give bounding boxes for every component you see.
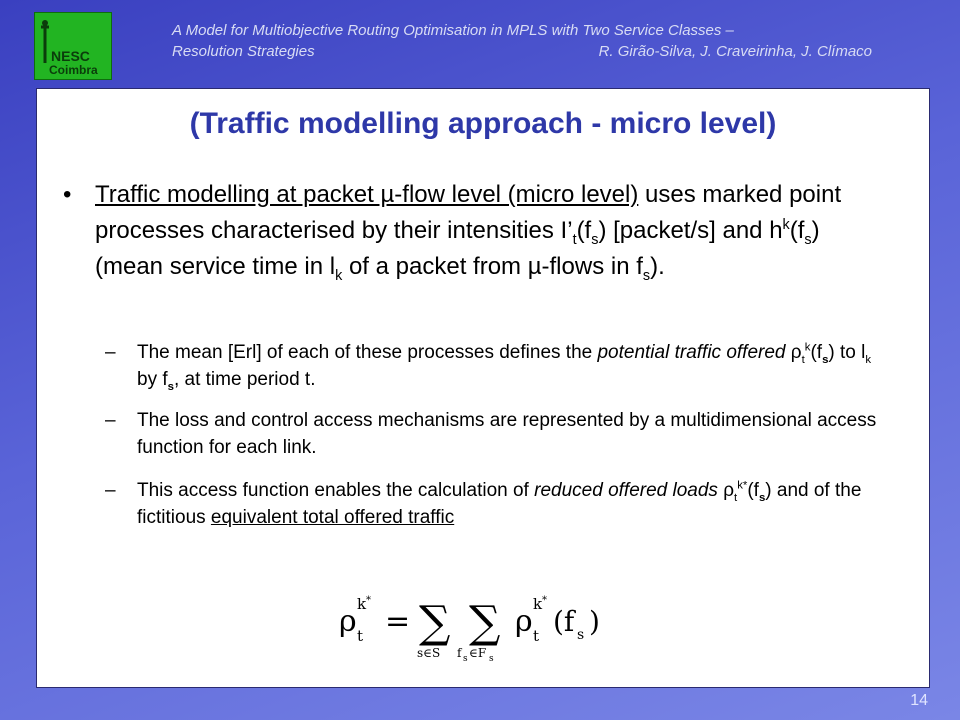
sub1-part-d: by f: [137, 369, 168, 390]
svg-text:s: s: [577, 627, 585, 643]
logo-text-main: NESC: [51, 48, 90, 64]
sub3-part-c: ) and of the fictitious: [137, 480, 862, 528]
dash-icon: –: [105, 410, 116, 431]
svg-text:*: *: [542, 595, 547, 606]
main-bullet: [63, 177, 883, 285]
sub1-italic: potential traffic offered: [597, 342, 786, 363]
svg-text:ρ: ρ: [515, 604, 533, 639]
svg-text:s: s: [463, 654, 468, 664]
svg-text:t: t: [533, 627, 540, 645]
svg-text:=: =: [385, 604, 411, 639]
slide-content-panel: [36, 88, 930, 688]
svg-text:t: t: [357, 627, 364, 645]
svg-text:): ): [589, 605, 600, 638]
sub-bullet-3-text: This access function enables the calculation of reduced offered loads $\rho_t^{k*}(f_s)$ and of the fictitious equivalent total offered traffic: [137, 479, 862, 528]
logo-text-bottom: Coimbra: [49, 63, 98, 77]
svg-text:(f: (f: [553, 605, 575, 638]
main-bullet-part-2: ) [packet/s] and h: [598, 217, 783, 244]
dash-icon: –: [105, 480, 116, 501]
sub-bullet-2-text: The loss and control access mechanisms are represented by a multidimensional access function for each link.: [137, 410, 877, 458]
sub-bullet-3: [105, 477, 895, 531]
svg-text:k: k: [357, 595, 367, 613]
sub3-part-a: This access function enables the calculation of: [137, 480, 535, 501]
svg-text:∑: ∑: [419, 597, 451, 648]
main-bullet-underlined: Traffic modelling at packet µ-flow level (micro level): [95, 181, 639, 208]
bullet-dot-icon: •: [63, 181, 72, 208]
main-bullet-text: Traffic modelling at packet µ-flow level (micro level) uses marked point processes characterised by their intensities $I’_t(f_s)$ [packet/s] and $h^k(f_s)$ (mean service time in $l_k$ of a packet from µ-flows in $f_s$).: [95, 181, 842, 284]
inesc-coimbra-logo: [34, 12, 112, 80]
main-bullet-part-4: of a packet from µ-flows in f: [342, 253, 643, 280]
sub1-part-b: ρ: [785, 342, 802, 363]
svg-text:∑: ∑: [469, 597, 501, 648]
header-line-1: A Model for Multiobjective Routing Optimisation in MPLS with Two Service Classes –: [172, 22, 734, 39]
logo-graphic: [35, 13, 111, 79]
sub3-part-b: ρ: [717, 480, 735, 501]
header-authors: R. Girão-Silva, J. Craveirinha, J. Clímaco: [598, 43, 872, 60]
sub-bullet-1-text: The mean [Erl] of each of these processes defines the potential traffic offered $\rho_t^k(f_s)$ to $l_k$ by $f_s$, at time period t.: [137, 341, 872, 393]
svg-text:f: f: [457, 646, 462, 660]
svg-text:s: s: [489, 654, 494, 664]
main-bullet-part-5: ).: [650, 253, 665, 280]
sub3-italic: reduced offered loads: [534, 480, 718, 501]
page-number: 14: [910, 692, 928, 709]
svg-text:ρ: ρ: [339, 604, 357, 639]
sub1-part-a: The mean [Erl] of each of these processes defines the: [137, 342, 598, 363]
sub1-part-e: , at time period t.: [173, 369, 316, 390]
svg-text:*: *: [366, 595, 371, 606]
sub-bullet-2: [105, 407, 895, 461]
dash-icon: –: [105, 342, 116, 363]
header-subtitle: Resolution Strategies: [172, 43, 315, 60]
sub3-underlined: equivalent total offered traffic: [210, 507, 455, 528]
main-bullet-part-1: uses marked point processes characterised by their intensities I’: [95, 181, 842, 244]
sub1-part-c: ) to l: [828, 342, 866, 363]
slide-title: (Traffic modelling approach - micro level): [189, 107, 777, 140]
main-bullet-part-3: ) (mean service time in l: [95, 217, 820, 280]
svg-text:s∈S: s∈S: [417, 646, 441, 660]
slide-header: [172, 20, 872, 62]
equivalent-traffic-formula: [333, 587, 633, 669]
svg-text:k: k: [533, 595, 543, 613]
sub-bullet-1: [105, 339, 895, 393]
svg-text:∈F: ∈F: [469, 646, 487, 660]
